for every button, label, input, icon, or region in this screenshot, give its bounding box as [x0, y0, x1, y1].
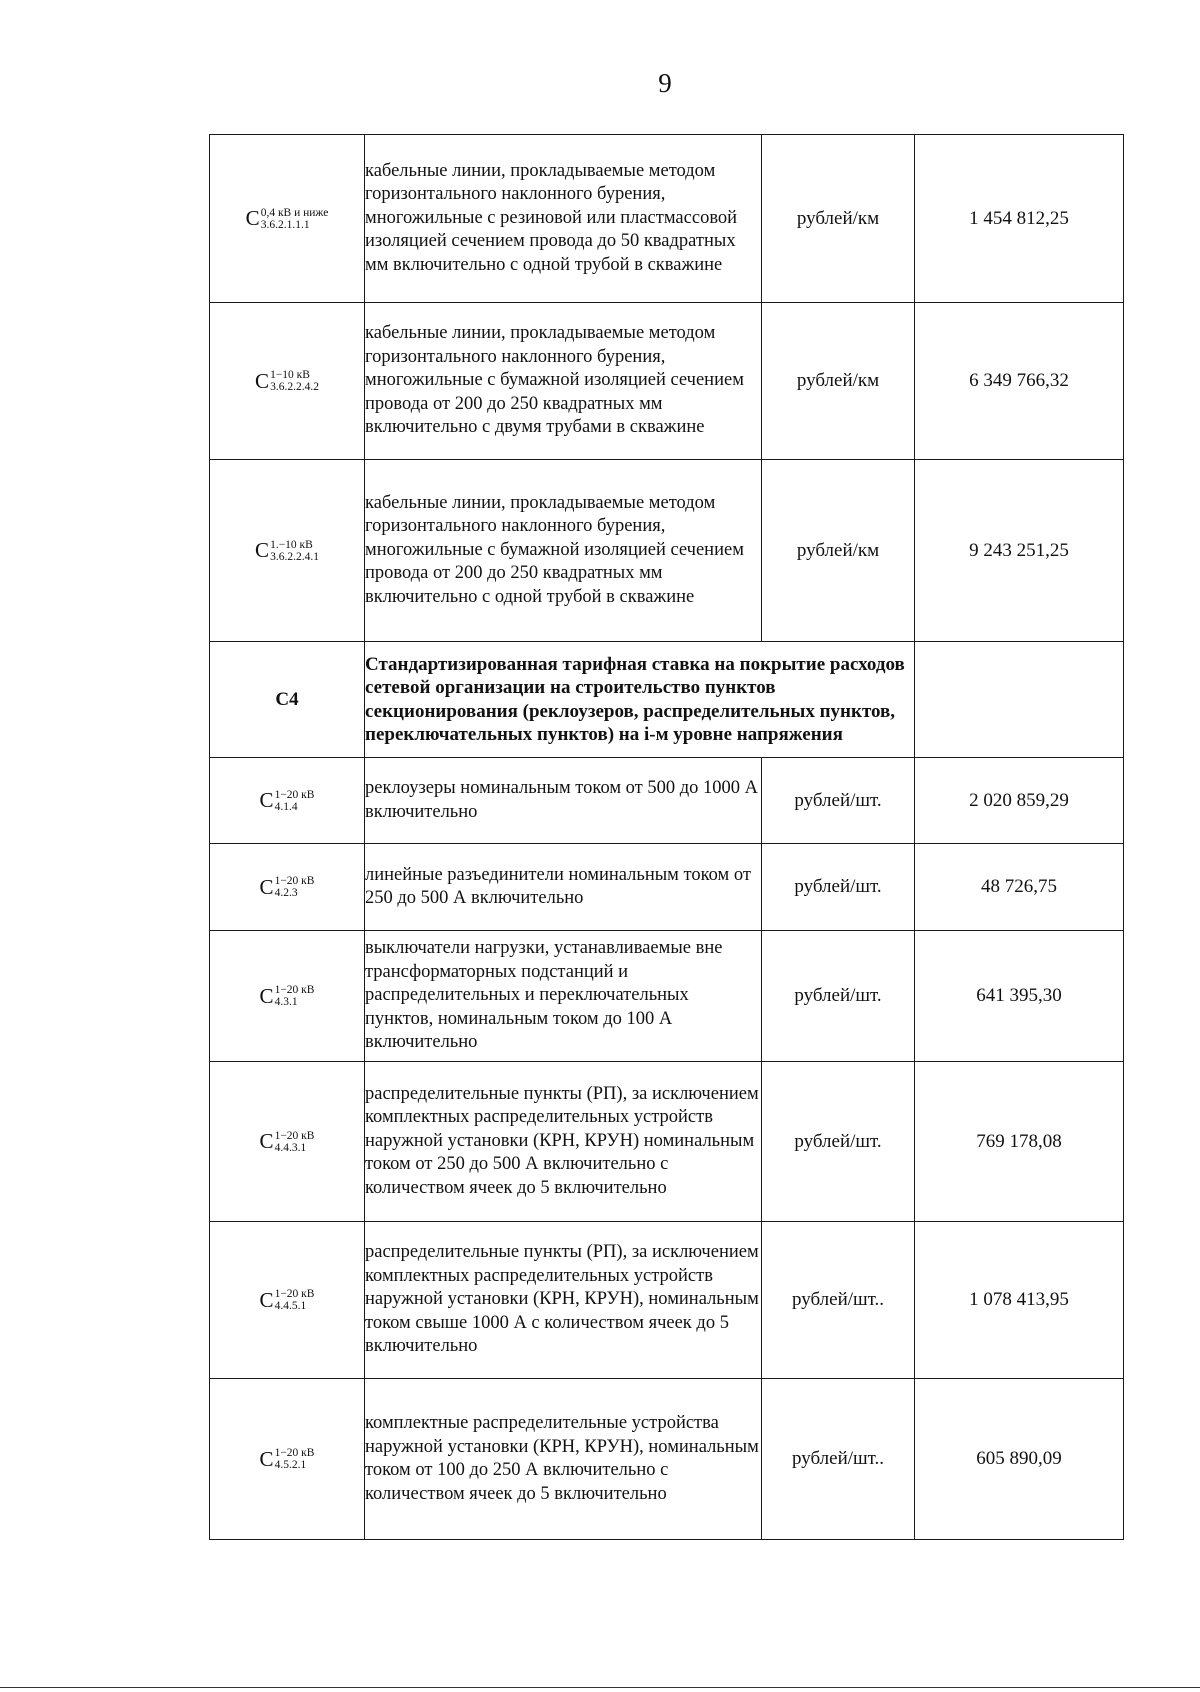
unit-cell: рублей/шт. — [762, 931, 915, 1062]
value-cell: 769 178,08 — [915, 1062, 1124, 1222]
table-row — [210, 303, 1124, 460]
rate-subscript: 4.4.5.1 — [274, 1300, 307, 1312]
value-cell: 1 078 413,95 — [915, 1222, 1124, 1379]
description-cell: распределительные пункты (РП), за исключением комплектных распределительных устройств наружной установки (КРН, КРУН) номинальным током от 250 до 500 А включительно с количеством ячеек до 5 включительно — [365, 1062, 762, 1222]
section-code: С4 — [210, 642, 365, 758]
table-row — [210, 931, 1124, 1062]
value-cell: 9 243 251,25 — [915, 460, 1124, 642]
unit-cell: рублей/шт. — [762, 844, 915, 931]
rate-symbol: C 1−10 кВ 3.6.2.2.4.2 — [255, 368, 319, 393]
bottom-rule — [0, 1687, 1200, 1688]
tariff-table — [209, 134, 1124, 1540]
unit-cell: рублей/шт. — [762, 1062, 915, 1222]
rate-superscript: 0,4 кВ и ниже — [260, 206, 329, 219]
rate-superscript: 1−20 кВ — [274, 788, 315, 801]
rate-symbol: C 1−20 кВ 4.4.3.1 — [259, 1129, 315, 1154]
rate-superscript: 1−20 кВ — [274, 1129, 315, 1142]
rate-subscript: 4.4.3.1 — [274, 1141, 307, 1154]
value-cell: 48 726,75 — [915, 844, 1124, 931]
table-row — [210, 844, 1124, 931]
value-cell: 2 020 859,29 — [915, 758, 1124, 844]
rate-symbol: C 0,4 кВ и ниже 3.6.2.1.1.1 — [245, 206, 329, 231]
description-cell: кабельные линии, прокладываемые методом горизонтального наклонного бурения, многожильные с резиновой или пластмассовой изоляцией сечением провода до 50 квадратных мм включительно с одной трубой в скважине — [365, 135, 762, 303]
rate-symbol: C 1−20 кВ 4.1.4 — [259, 788, 315, 813]
section-header-row — [210, 642, 1124, 758]
rate-code-cell — [210, 1379, 365, 1540]
rate-subscript: 3.6.2.1.1.1 — [260, 218, 310, 231]
rate-subscript: 3.6.2.2.4.1 — [270, 550, 319, 563]
rate-symbol: C 1−20 кВ 4.5.2.1 — [259, 1446, 315, 1471]
rate-superscript: 1−20 кВ — [274, 875, 315, 887]
value-cell: 605 890,09 — [915, 1379, 1124, 1540]
table-row — [210, 460, 1124, 642]
rate-code-cell — [210, 1222, 365, 1379]
table-row — [210, 1062, 1124, 1222]
rate-subscript: 4.2.3 — [274, 887, 298, 899]
rate-superscript: 1−10 кВ — [270, 369, 310, 381]
page-number: 9 — [658, 68, 672, 98]
unit-cell: рублей/км — [762, 460, 915, 642]
table-row — [210, 1379, 1124, 1540]
rate-subscript: 4.3.1 — [274, 996, 298, 1008]
table-row — [210, 758, 1124, 844]
rate-code-cell — [210, 303, 365, 460]
description-cell: комплектные распределительные устройства наружной установки (КРН, КРУН), номинальным током от 100 до 250 А включительно с количеством ячеек до 5 включительно — [365, 1379, 762, 1540]
unit-cell: рублей/шт.. — [762, 1222, 915, 1379]
section-title: Стандартизированная тарифная ставка на покрытие расходов сетевой организации на строительство пунктов секционирования (реклоузеров, распределительных пунктов, переключательных пунктов) на i-м уровне напряжения — [365, 642, 915, 758]
rate-symbol: C 1.−10 кВ 3.6.2.2.4.1 — [255, 538, 319, 563]
unit-cell: рублей/шт. — [762, 758, 915, 844]
unit-cell: рублей/км — [762, 135, 915, 303]
rate-superscript: 1−20 кВ — [274, 1447, 315, 1459]
value-cell: 6 349 766,32 — [915, 303, 1124, 460]
rate-superscript: 1.−10 кВ — [270, 538, 313, 551]
unit-cell: рублей/км — [762, 303, 915, 460]
rate-code-cell — [210, 1062, 365, 1222]
value-cell: 1 454 812,25 — [915, 135, 1124, 303]
rate-symbol: C 1−20 кВ 4.4.5.1 — [259, 1287, 315, 1312]
rate-subscript: 4.5.2.1 — [274, 1459, 307, 1471]
rate-symbol: C 1−20 кВ 4.3.1 — [259, 983, 315, 1008]
rate-symbol: C 1−20 кВ 4.2.3 — [259, 874, 315, 899]
rate-subscript: 4.1.4 — [274, 800, 298, 813]
table-row — [210, 1222, 1124, 1379]
description-cell: распределительные пункты (РП), за исключением комплектных распределительных устройств наружной установки (КРН, КРУН), номинальным током свыше 1000 А с количеством ячеек до 5 включительно — [365, 1222, 762, 1379]
rate-code-cell — [210, 135, 365, 303]
rate-code-cell — [210, 758, 365, 844]
rate-code-cell — [210, 460, 365, 642]
description-cell: выключатели нагрузки, устанавливаемые вне трансформаторных подстанций и распределительных и переключательных пунктов, номинальным током до 100 А включительно — [365, 931, 762, 1062]
rate-subscript: 3.6.2.2.4.2 — [270, 381, 319, 393]
rate-superscript: 1−20 кВ — [274, 984, 315, 996]
unit-cell: рублей/шт.. — [762, 1379, 915, 1540]
description-cell: реклоузеры номинальным током от 500 до 1000 А включительно — [365, 758, 762, 844]
description-cell: кабельные линии, прокладываемые методом горизонтального наклонного бурения, многожильные с бумажной изоляцией сечением провода от 200 до 250 квадратных мм включительно с одной трубой в скважине — [365, 460, 762, 642]
empty-cell — [915, 642, 1124, 758]
description-cell: кабельные линии, прокладываемые методом горизонтального наклонного бурения, многожильные с бумажной изоляцией сечением провода от 200 до 250 квадратных мм включительно с двумя трубами в скважине — [365, 303, 762, 460]
table-row — [210, 135, 1124, 303]
rate-code-cell — [210, 931, 365, 1062]
description-cell: линейные разъединители номинальным током от 250 до 500 А включительно — [365, 844, 762, 931]
rate-code-cell — [210, 844, 365, 931]
rate-superscript: 1−20 кВ — [274, 1288, 315, 1300]
value-cell: 641 395,30 — [915, 931, 1124, 1062]
